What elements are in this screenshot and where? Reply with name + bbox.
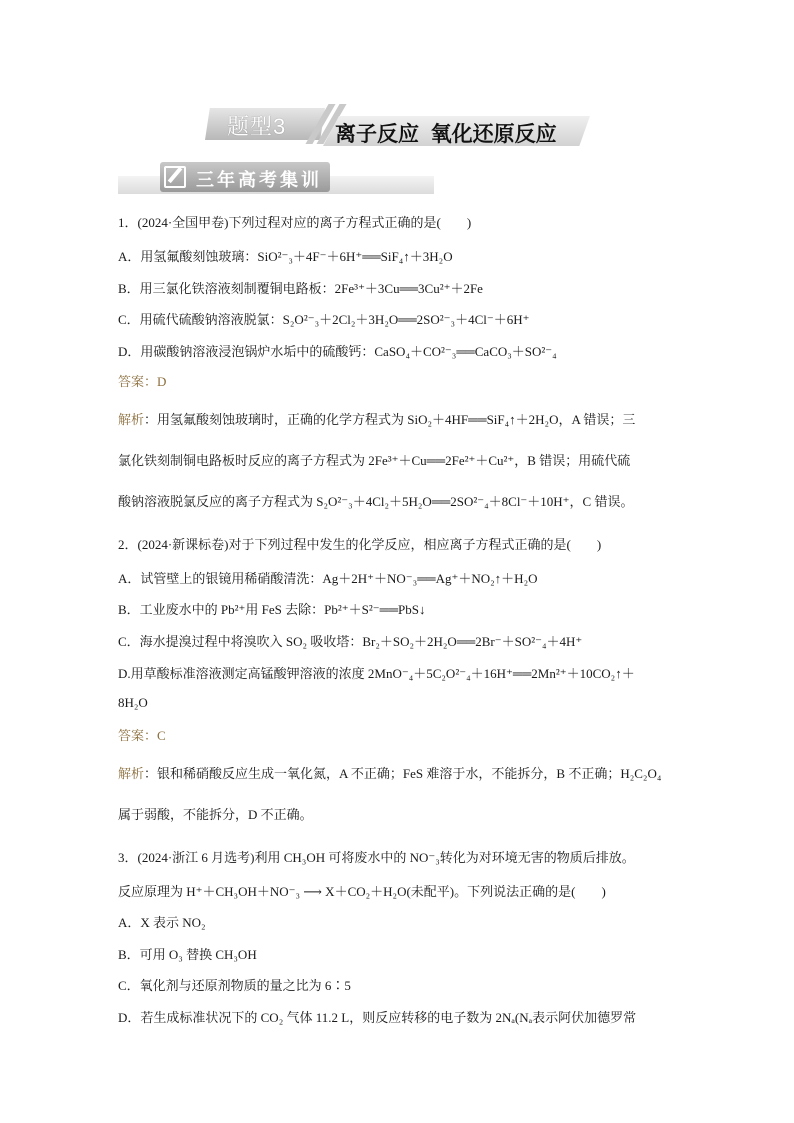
question-3-option-d: D．若生成标准状况下的 CO₂ 气体 11.2 L，则反应转移的电子数为 2Nₐ(Nₐ表示阿伏加德罗常 (118, 1010, 637, 1025)
analysis-text: ：银和稀硝酸反应生成一氧化氮，A 不正确；FeS 难溶于水，不能拆分，B 不正确；H₂C₂O₄ (144, 766, 662, 781)
question-1-analysis-line-1 (118, 411, 688, 429)
question-1-option-a: A．用氢氟酸刻蚀玻璃：SiO²⁻₃＋4F⁻＋6H⁺══SiF₄↑＋3H₂O (118, 249, 453, 264)
question-3-option-a: A．X 表示 NO₂ (118, 915, 206, 930)
topic-banner (205, 102, 590, 146)
section-title: 三年高考集训 (196, 170, 322, 190)
question-1-analysis-line-3: 酸钠溶液脱氯反应的离子方程式为 S₂O²⁻₃＋4Cl₂＋5H₂O══2SO²⁻₄＋8Cl⁻＋10H⁺，C 错误。 (118, 494, 634, 509)
question-2-option-d-cont: 8H₂O (118, 695, 148, 710)
question-1-answer: 答案：D (118, 374, 167, 389)
question-3-option-c: C．氧化剂与还原剂物质的量之比为 6∶5 (118, 978, 351, 993)
question-2-analysis-line-2: 属于弱酸，不能拆分，D 不正确。 (118, 807, 313, 822)
analysis-label: 解析 (118, 412, 145, 427)
question-2-option-c: C．海水提溴过程中将溴吹入 SO₂ 吸收塔：Br₂＋SO₂＋2H₂O══2Br⁻＋SO²⁻₄＋4H⁺ (118, 634, 583, 649)
analysis-label: 解析 (118, 766, 145, 781)
edit-icon (164, 166, 186, 188)
question-2-answer: 答案：C (118, 728, 166, 743)
question-3-stem-line-1: 3．(2024·浙江 6 月选考)利用 CH₃OH 可将废水中的 NO⁻₃转化为对环境无害的物质后排放。 (118, 850, 635, 865)
question-1-option-d: D．用碳酸钠溶液浸泡锅炉水垢中的硫酸钙：CaSO₄＋CO²⁻₃══CaCO₃＋SO²⁻₄ (118, 344, 557, 359)
question-1-analysis-line-2: 氯化铁刻制铜电路板时反应的离子方程式为 2Fe³⁺＋Cu══2Fe²⁺＋Cu²⁺，B 错误；用硫代硫 (118, 453, 631, 468)
question-1-option-c: C．用硫代硫酸钠溶液脱氯：S₂O²⁻₃＋2Cl₂＋3H₂O══2SO²⁻₃＋4Cl⁻＋6H⁺ (118, 312, 530, 327)
analysis-text: ：用氢氟酸刻蚀玻璃时，正确的化学方程式为 SiO₂＋4HF══SiF₄↑＋2H₂O，A 错误；三 (144, 412, 636, 427)
question-2-option-b: B．工业废水中的 Pb²⁺用 FeS 去除：Pb²⁺＋S²⁻══PbS↓ (118, 602, 426, 617)
question-2-analysis-line-1 (118, 765, 688, 783)
question-2-option-d: D.用草酸标准溶液测定高锰酸钾溶液的浓度 2MnO⁻₄＋5C₂O²⁻₄＋16H⁺══2Mn²⁺＋10CO₂↑＋ (118, 666, 635, 681)
topic-tag-label: 题型3 (227, 114, 287, 139)
question-1-option-b: B．用三氯化铁溶液刻制覆铜电路板：2Fe³⁺＋3Cu══3Cu²⁺＋2Fe (118, 281, 483, 296)
question-3-option-b: B．可用 O₃ 替换 CH₃OH (118, 947, 257, 962)
question-2-option-a: A．试管壁上的银镜用稀硝酸清洗：Ag＋2H⁺＋NO⁻₃══Ag⁺＋NO₂↑＋H₂O (118, 571, 538, 586)
question-1-stem: 1．(2024·全国甲卷)下列过程对应的离子方程式正确的是( ) (118, 215, 472, 230)
topic-title: 离子反应 氧化还原反应 (335, 123, 557, 146)
question-2-stem: 2．(2024·新课标卷)对于下列过程中发生的化学反应，相应离子方程式正确的是( ) (118, 537, 602, 552)
question-3-stem-line-2: 反应原理为 H⁺＋CH₃OH＋NO⁻₃ ⟶ X＋CO₂＋H₂O(未配平)。下列说法正确的是( ) (118, 884, 606, 899)
